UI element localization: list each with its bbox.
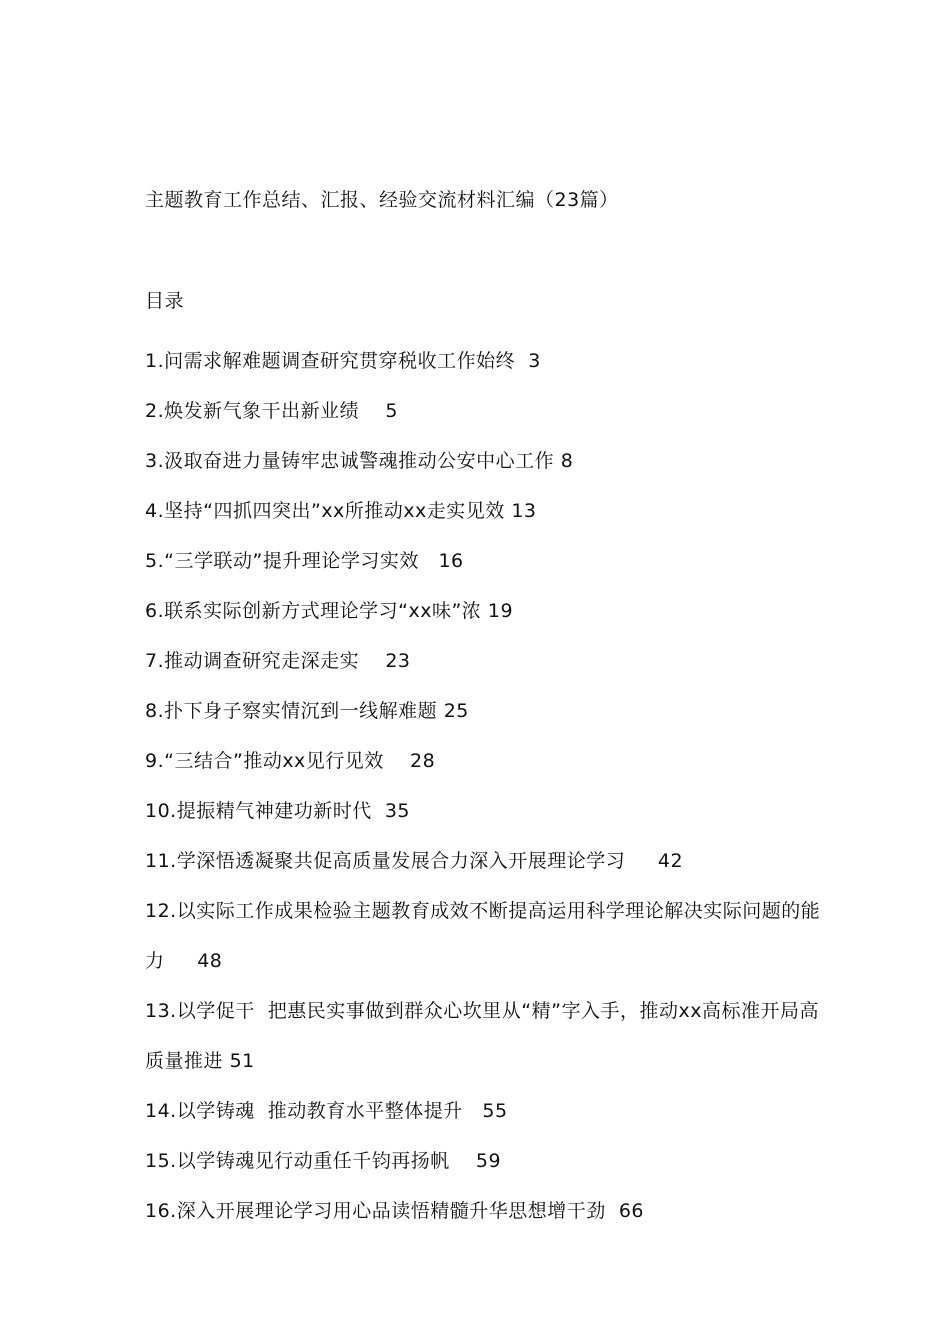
toc-entry-page-number: 13 xyxy=(511,500,537,522)
toc-entry-title: 15.以学铸魂见行动重任千钧再扬帆 xyxy=(145,1150,450,1172)
toc-entry-page-number: 55 xyxy=(482,1100,508,1122)
toc-entry-page-number: 5 xyxy=(385,400,398,422)
toc-entry[interactable] xyxy=(145,1086,825,1136)
toc-heading: 目录 xyxy=(145,290,185,312)
toc-entry-spacer xyxy=(515,350,528,372)
toc-entry-spacer xyxy=(450,1150,476,1172)
toc-entry[interactable] xyxy=(145,786,825,836)
toc-entry[interactable] xyxy=(145,886,825,986)
toc-entry-title: 2.焕发新气象干出新业绩 xyxy=(145,400,360,422)
toc-entry-page-number: 59 xyxy=(475,1150,502,1172)
toc-entry-spacer xyxy=(463,1100,483,1122)
toc-entry[interactable] xyxy=(145,636,825,686)
toc-entry-spacer xyxy=(165,950,198,972)
table-of-contents xyxy=(145,336,825,1236)
toc-entry-title: 1.问需求解难题调查研究贯穿税收工作始终 xyxy=(145,350,516,372)
toc-entry-page-number: 66 xyxy=(618,1200,644,1222)
toc-entry-spacer xyxy=(606,1200,619,1222)
toc-entry-page-number: 23 xyxy=(385,650,411,672)
toc-entry-title: 5.“三学联动”提升理论学习实效 xyxy=(145,550,419,572)
toc-entry[interactable] xyxy=(145,536,825,586)
toc-entry-page-number: 28 xyxy=(409,750,436,772)
toc-entry-title: 9.“三结合”推动xx见行见效 xyxy=(145,750,384,772)
toc-entry-spacer xyxy=(625,850,658,872)
toc-entry-title: 16.深入开展理论学习用心品读悟精髓升华思想增干劲 xyxy=(145,1200,606,1222)
toc-entry[interactable] xyxy=(145,386,825,436)
toc-entry-page-number: 16 xyxy=(438,550,464,572)
toc-entry-title: 3.汲取奋进力量铸牢忠诚警魂推动公安中心工作 xyxy=(145,450,555,472)
toc-entry-spacer xyxy=(384,750,410,772)
toc-entry[interactable] xyxy=(145,736,825,786)
toc-entry-title: 12.以实际工作成果检验主题教育成效不断提高运用科学理论解决实际问题的能力 xyxy=(145,900,821,972)
toc-entry-page-number: 48 xyxy=(197,950,223,972)
toc-entry-title: 7.推动调查研究走深走实 xyxy=(145,650,360,672)
toc-entry[interactable] xyxy=(145,336,825,386)
toc-entry[interactable] xyxy=(145,1186,825,1236)
toc-entry-page-number: 19 xyxy=(487,600,514,622)
toc-entry[interactable] xyxy=(145,986,825,1086)
toc-entry[interactable] xyxy=(145,486,825,536)
toc-entry-title: 4.坚持“四抓四突出”xx所推动xx走实见效 xyxy=(145,500,505,522)
toc-entry[interactable] xyxy=(145,1136,825,1186)
toc-entry-title: 13.以学促干 把惠民实事做到群众心坎里从“精”字入手，推动xx高标准开局高质量推进 xyxy=(145,1000,819,1072)
toc-entry[interactable] xyxy=(145,686,825,736)
toc-entry-title: 14.以学铸魂 推动教育水平整体提升 xyxy=(145,1100,463,1122)
toc-entry-spacer xyxy=(372,800,385,822)
toc-entry-page-number: 3 xyxy=(528,350,541,372)
document-title: 主题教育工作总结、汇报、经验交流材料汇编（23篇） xyxy=(145,189,619,211)
toc-entry-title: 6.联系实际创新方式理论学习“xx味”浓 xyxy=(145,600,482,622)
toc-entry-page-number: 8 xyxy=(560,450,574,472)
toc-entry[interactable] xyxy=(145,436,825,486)
toc-entry[interactable] xyxy=(145,586,825,636)
toc-entry-spacer xyxy=(359,400,385,422)
toc-entry-title: 10.提振精气神建功新时代 xyxy=(145,800,372,822)
toc-entry-title: 11.学深悟透凝聚共促高质量发展合力深入开展理论学习 xyxy=(145,850,626,872)
toc-entry-page-number: 42 xyxy=(657,850,684,872)
toc-entry-spacer xyxy=(419,550,439,572)
toc-entry-title: 8.扑下身子察实情沉到一线解难题 xyxy=(145,700,438,722)
toc-entry-page-number: 51 xyxy=(229,1050,255,1072)
toc-entry-page-number: 25 xyxy=(443,700,469,722)
toc-entry[interactable] xyxy=(145,836,825,886)
toc-entry-page-number: 35 xyxy=(384,800,410,822)
toc-entry-spacer xyxy=(359,650,385,672)
